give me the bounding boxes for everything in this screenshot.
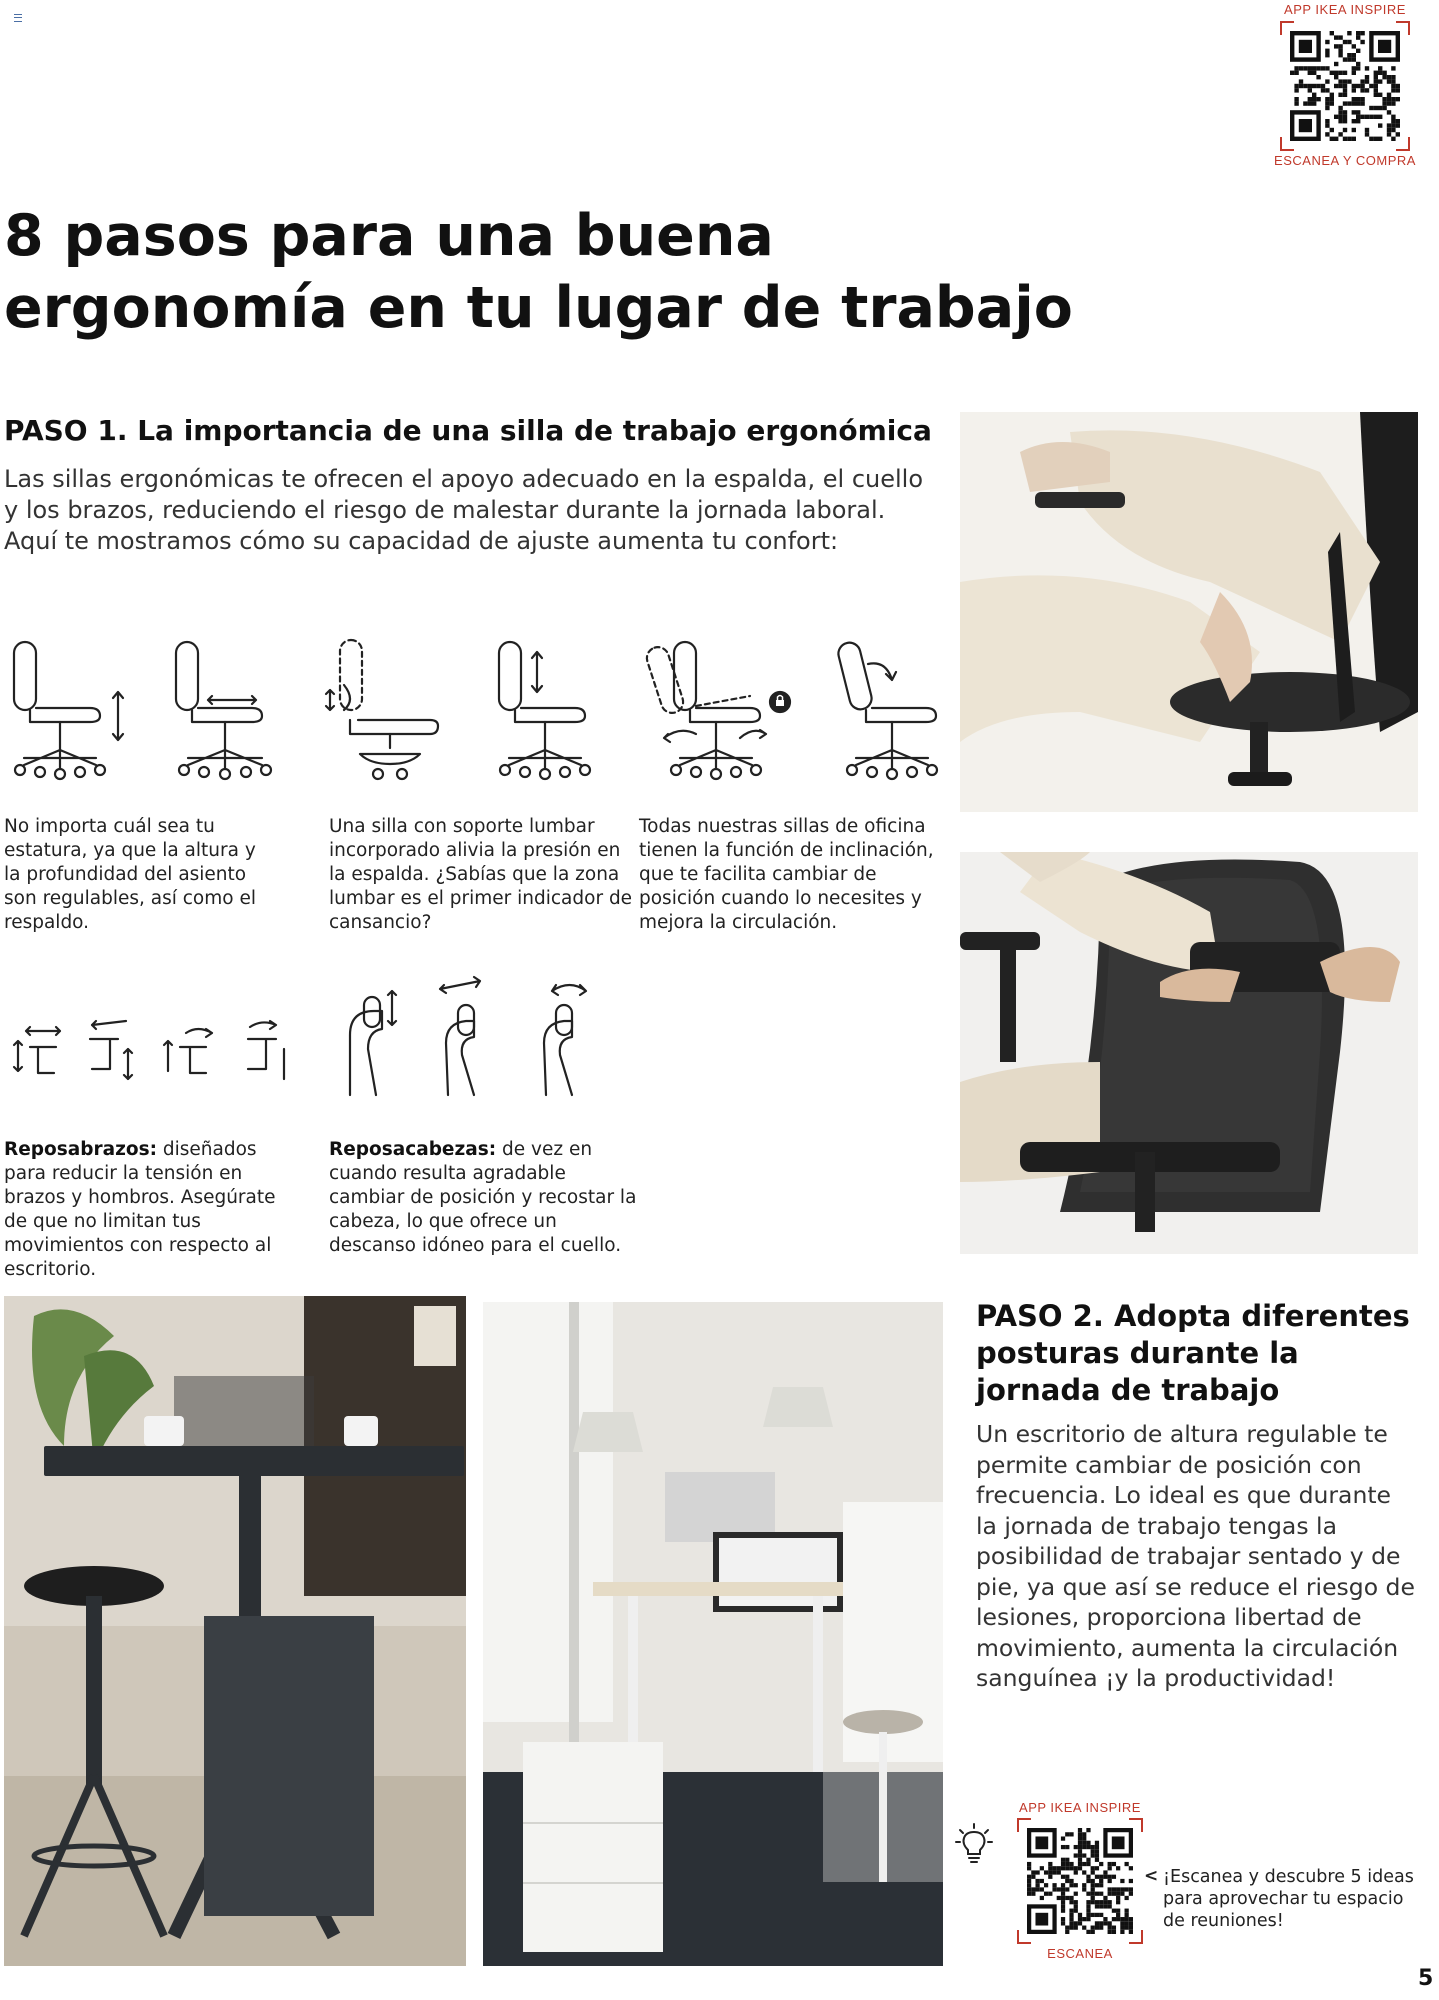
lock-icon [770,692,790,712]
page-title-line-2: ergonomía en tu lugar de trabajo [4,275,1073,341]
scan-arrow: < [1144,1866,1159,1886]
qr-code-icon[interactable] [1290,31,1400,141]
armrests-text: diseñados para reducir la tensión en brazos y hombros. Asegúrate de que no limitan tus movimientos con respecto al escritorio. [4,1139,276,1280]
step2-heading: PASO 2. Adopta diferentes posturas durante la jornada de trabajo [976,1299,1410,1407]
page-number: 5 [1418,1966,1434,1991]
chair-recline-icon [836,640,937,779]
caption-armrests [4,1138,304,1282]
photo-office-desks [483,1302,943,1966]
bottom-qr-frame [1017,1818,1143,1944]
chair-diagrams-row2 [0,975,620,1105]
headrest-text: de vez en cuando resulta agradable cambiar de posición y recostar la cabeza, lo que ofrece un descanso idóneo para el cuello. [329,1139,637,1256]
chair-height-icon [14,642,123,779]
qr-block-top [1274,2,1416,168]
qr-frame [1280,21,1410,151]
chair-depth-icon [176,642,271,779]
page-title-line-1: 8 pasos para una buena [4,203,774,269]
step2-body: Un escritorio de altura regulable te permite cambiar de posición con frecuencia. Lo ideal es que durante la jornada de trabajo tengas la posibilidad de trabajar sentado y de pie, ya que así se reduce el riesgo de lesiones, proporciona libertad de movimiento, aumenta la circulación sanguínea ¡y la productividad! [976,1420,1415,1692]
caption-headrest [329,1138,639,1258]
caption-tilt: Todas nuestras sillas de oficina tienen la función de inclinación, que te facilita cambiar de posición cuando lo necesites y mejora la circulación. [639,816,934,933]
bottom-qr-top-label: APP IKEA INSPIRE [1019,1800,1141,1815]
caption-lumbar: Una silla con soporte lumbar incorporado alivia la presión en la espalda. ¿Sabías que la zona lumbar es el primer indicador de cansancio? [329,816,633,933]
menu-icon[interactable] [14,14,22,22]
chair-lumbar-icon [326,640,438,779]
armrests-label: Reposabrazos: [4,1139,157,1160]
qr-top-label: APP IKEA INSPIRE [1284,2,1406,17]
qr-bottom-label: ESCANEA Y COMPRA [1274,153,1416,168]
bottom-qr-bottom-label: ESCANEA [1047,1946,1113,1961]
headrest-icon [350,977,586,1095]
lightbulb-icon [954,1822,994,1866]
step1-heading: PASO 1. La importancia de una silla de trabajo ergonómica [4,414,932,447]
scan-text: ¡Escanea y descubre 5 ideas para aprovechar tu espacio de reuniones! [1163,1867,1414,1931]
headrest-label: Reposacabezas: [329,1139,497,1160]
photo-standing-desk [4,1296,466,1966]
caption-height: No importa cuál sea tu estatura, ya que la altura y la profundidad del asiento son regulables, así como el respaldo. [4,816,256,933]
chair-tilt-icon [644,642,766,779]
chair-backrest-icon [499,642,590,779]
chair-diagrams-row1 [0,630,950,790]
photo-chair-lumbar [960,852,1418,1254]
page-title [4,200,1124,344]
qr-code-icon[interactable] [1027,1828,1133,1934]
armrest-icon [14,1021,284,1079]
step1-intro: Las sillas ergonómicas te ofrecen el apoyo adecuado en la espalda, el cuello y los brazos, reduciendo el riesgo de malestar durante la jornada laboral. Aquí te mostramos cómo su capacidad de ajuste aumenta tu confort: [4,465,924,555]
qr-block-bottom [1008,1800,1152,1961]
photo-chair-armrest [960,412,1418,812]
